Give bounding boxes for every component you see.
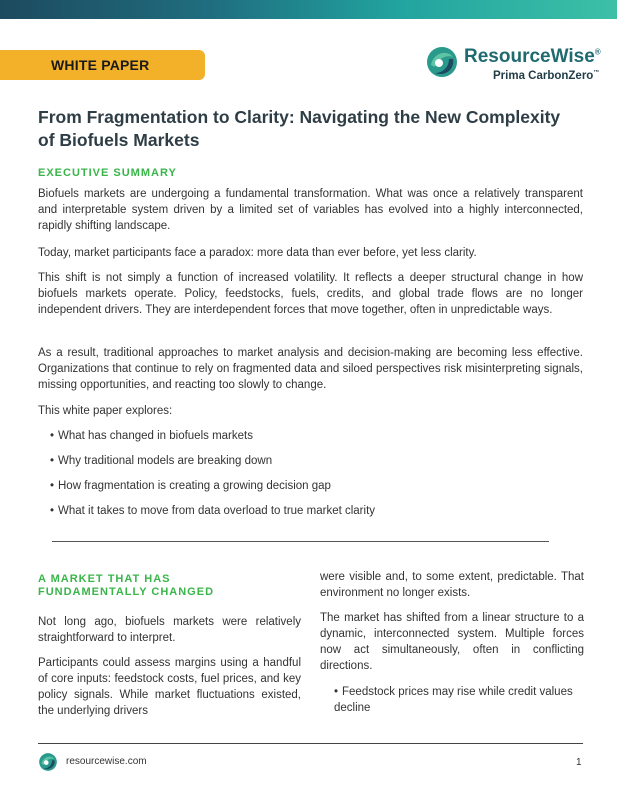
summary-paragraph-1: Biofuels markets are undergoing a fundamental transformation. What was once a relatively transparent and interpretable system driven by a limited set of variables has evolved into a highly interconnected, rapidly shifting landscape. (38, 188, 583, 232)
page-number: 1 (576, 757, 582, 768)
list-item: • What has changed in biofuels markets (50, 430, 253, 442)
right-column-paragraph-1: were visible and, to some extent, predictable. That environment no longer exists. (320, 571, 584, 599)
summary-paragraph-5: This white paper explores: (38, 405, 173, 417)
footer-logo-icon (38, 752, 58, 772)
summary-bullet-list (50, 428, 375, 528)
section2-heading-line-2: FUNDAMENTALLY CHANGED (38, 586, 215, 598)
right-column-paragraph-2: The market has shifted from a linear structure to a dynamic, interconnected system. Multiple forces now act simultaneously, often in conflicting directions. (320, 612, 584, 672)
badge-label: WHITE PAPER (51, 57, 150, 73)
left-column-paragraph-1: Not long ago, biofuels markets were relatively straightforward to interpret. (38, 616, 301, 644)
summary-paragraph-3: This shift is not simply a function of increased volatility. It reflects a deeper structural change in how biofuels markets operate. Policy, feedstocks, fuels, credits, and global trade flows are no longer independent drivers. They are interdependent forces that move together, often in unpredictable ways. (38, 272, 583, 316)
company-logo (425, 45, 605, 85)
list-item: • Why traditional models are breaking down (50, 455, 273, 467)
logo-subtitle-text: Prima CarbonZero™ (493, 70, 600, 82)
left-column-paragraph-2: Participants could assess margins using a handful of core inputs: feedstock costs, fuel prices, and key policy signals. While market fluctuations existed, the underlying drivers (38, 657, 301, 717)
section2-heading-line-1: A MARKET THAT HAS (38, 573, 171, 585)
executive-summary-heading: EXECUTIVE SUMMARY (38, 167, 177, 179)
list-item: • What it takes to move from data overload to true market clarity (50, 505, 376, 517)
resourcewise-logo-icon (425, 45, 459, 79)
footer-url[interactable]: resourcewise.com (66, 756, 147, 767)
white-paper-badge (0, 50, 205, 80)
right-column-bullet: • Feedstock prices may rise while credit values decline (334, 686, 573, 714)
list-item: • How fragmentation is creating a growing decision gap (50, 480, 331, 492)
summary-paragraph-2: Today, market participants face a paradox: more data than ever before, yet less clarity. (38, 247, 477, 259)
document-title: From Fragmentation to Clarity: Navigating the New Complexity of Biofuels Markets (38, 107, 561, 150)
logo-name-text: ResourceWise® (464, 46, 601, 67)
footer-divider (38, 743, 583, 744)
section-divider (52, 541, 549, 542)
top-gradient-bar (0, 0, 617, 19)
summary-paragraph-4: As a result, traditional approaches to market analysis and decision-making are becoming less effective. Organizations that continue to rely on fragmented data and siloed perspectives risk misinterpreting signals, missing opportunities, and reacting too slowly to change. (38, 347, 583, 391)
